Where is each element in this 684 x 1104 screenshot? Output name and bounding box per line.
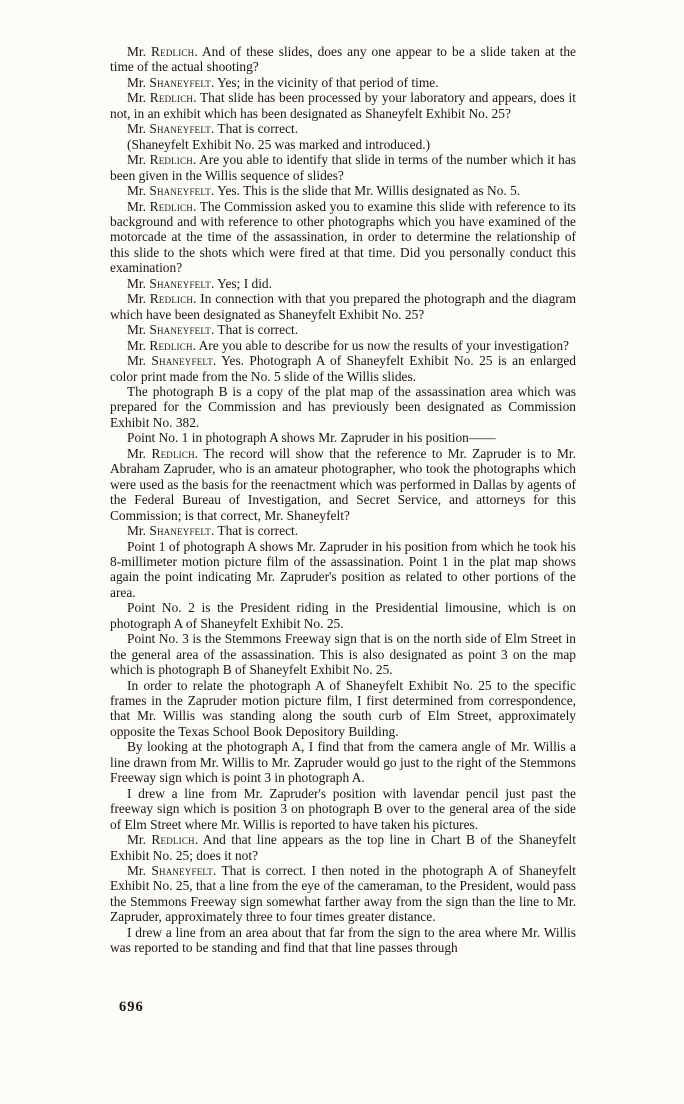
transcript-paragraph: Mr. Redlich. And of these slides, does any one appear to be a slide taken at the time of the actual shooting? xyxy=(110,44,576,75)
speaker-name: Mr. Shaneyfelt. xyxy=(127,353,217,369)
transcript-paragraph: Mr. Redlich. The record will show that the reference to Mr. Zapruder is to Mr. Abraham Zapruder, who is an amateur photographer, who took the photographs which were used as the basis for the reenactment which was performed in Dallas by agents of the Federal Bureau of Investigation, and Secret Service, and attorneys for this Commission; is that correct, Mr. Shaneyfelt? xyxy=(110,445,576,523)
transcript-paragraph: I drew a line from an area about that far from the sign to the area where Mr. Willis was reported to be standing and find that that line passes through xyxy=(110,924,576,956)
transcript-paragraph: (Shaneyfelt Exhibit No. 25 was marked and introduced.) xyxy=(127,136,431,152)
transcript-paragraph: Mr. Shaneyfelt. That is correct. xyxy=(127,322,299,338)
speaker-name: Mr. Shaneyfelt. xyxy=(127,121,215,137)
speaker-name: Mr. Shaneyfelt. xyxy=(127,275,215,291)
transcript-paragraph: Mr. Shaneyfelt. Yes. This is the slide that Mr. Willis designated as No. 5. xyxy=(127,183,521,199)
transcript-paragraph: Mr. Shaneyfelt. Yes. Photograph A of Shaneyfelt Exhibit No. 25 is an enlarged color print made from the No. 5 slide of the Willis slides. xyxy=(110,353,576,384)
transcript-paragraph: Mr. Redlich. Are you able to identify that slide in terms of the number which it has been given in the Willis sequence of slides? xyxy=(110,152,576,183)
speaker-name: Mr. Shaneyfelt. xyxy=(127,74,215,90)
speaker-name: Mr. Redlich. xyxy=(127,445,199,461)
speaker-name: Mr. Shaneyfelt. xyxy=(127,863,217,879)
speaker-name: Mr. Redlich. xyxy=(127,337,197,353)
speaker-name: Mr. Redlich. xyxy=(127,152,197,168)
transcript-paragraph: Mr. Shaneyfelt. Yes; in the vicinity of that period of time. xyxy=(127,74,439,90)
speaker-name: Mr. Redlich. xyxy=(127,198,197,214)
transcript-paragraph: Mr. Shaneyfelt. That is correct. xyxy=(127,121,299,137)
speaker-name: Mr. Redlich. xyxy=(127,44,198,59)
transcript-paragraph: Mr. Redlich. And that line appears as the top line in Chart B of the Shaneyfelt Exhibit No. 25; does it not? xyxy=(110,832,576,863)
speaker-name: Mr. Shaneyfelt. xyxy=(127,322,215,338)
transcript-paragraph: Mr. Shaneyfelt. That is correct. xyxy=(127,523,299,539)
transcript-body xyxy=(110,44,576,956)
transcript-paragraph: Point 1 of photograph A shows Mr. Zapruder in his position from which he took his 8-millimeter motion picture film of the assassination. Point 1 in the plat map shows again the point indicating Mr. Zapruder's position as related to other portions of the area. xyxy=(110,538,576,600)
transcript-paragraph: Point No. 2 is the President riding in the Presidential limousine, which is on photograph A of Shaneyfelt Exhibit No. 25. xyxy=(110,600,576,631)
transcript-paragraph: I drew a line from Mr. Zapruder's position with lavendar pencil just past the freeway sign which is position 3 on photograph B over to the general area of the side of Elm Street where Mr. Willis is reported to have taken his pictures. xyxy=(110,785,576,832)
page-number: 696 xyxy=(119,999,144,1015)
transcript-paragraph: Mr. Shaneyfelt. Yes; I did. xyxy=(127,275,272,291)
transcript-paragraph: Point No. 1 in photograph A shows Mr. Zapruder in his position—— xyxy=(127,430,496,446)
transcript-paragraph: Mr. Redlich. That slide has been processed by your laboratory and appears, does it not, in an exhibit which has been designated as Shaneyfelt Exhibit No. 25? xyxy=(110,90,576,121)
transcript-paragraph: The photograph B is a copy of the plat map of the assassination area which was prepared for the Commission and has previously been designated as Commission Exhibit No. 382. xyxy=(110,383,576,430)
speaker-name: Mr. Redlich. xyxy=(127,90,197,106)
transcript-paragraph: Mr. Redlich. In connection with that you prepared the photograph and the diagram which have been designated as Shaneyfelt Exhibit No. 25? xyxy=(110,291,577,322)
speaker-name: Mr. Shaneyfelt. xyxy=(127,183,215,199)
transcript-paragraph: Mr. Shaneyfelt. That is correct. I then noted in the photograph A of Shaneyfelt Exhibit No. 25, that a line from the eye of the cameraman, to the President, would pass the Stemmons Freeway sign somewhat farther away from the sign than the line to Mr. Zapruder, approximately three to four times greater distance. xyxy=(110,863,576,925)
transcript-paragraph: Point No. 3 is the Stemmons Freeway sign that is on the north side of Elm Street in the general area of the assassination. This is also designated as point 3 on the map which is photograph B of Shaneyfelt Exhibit No. 25. xyxy=(110,631,576,678)
transcript-paragraph: Mr. Redlich. The Commission asked you to examine this slide with reference to its background and with reference to other photographs which you have examined of the motorcade at the time of the assassination, in order to determine the relationship of this slide to the shots which were fired at that time. Did you personally conduct this examination? xyxy=(110,198,576,276)
speaker-name: Mr. Shaneyfelt. xyxy=(127,523,215,539)
transcript-paragraph: By looking at the photograph A, I find that from the camera angle of Mr. Willis a line drawn from Mr. Willis to Mr. Zapruder would go just to the right of the Stemmons Freeway sign which is point 3 in photograph A. xyxy=(110,739,576,786)
transcript-paragraph: Mr. Redlich. Are you able to describe for us now the results of your investigation? xyxy=(127,337,570,353)
speaker-name: Mr. Redlich. xyxy=(127,832,199,848)
transcript-paragraph: In order to relate the photograph A of Shaneyfelt Exhibit No. 25 to the specific frames in the Zapruder motion picture film, I first determined from correspondence, that Mr. Willis was standing along the south curb of Elm Street, approximately opposite the Texas School Book Depository Building. xyxy=(110,677,576,739)
speaker-name: Mr. Redlich. xyxy=(127,291,197,307)
